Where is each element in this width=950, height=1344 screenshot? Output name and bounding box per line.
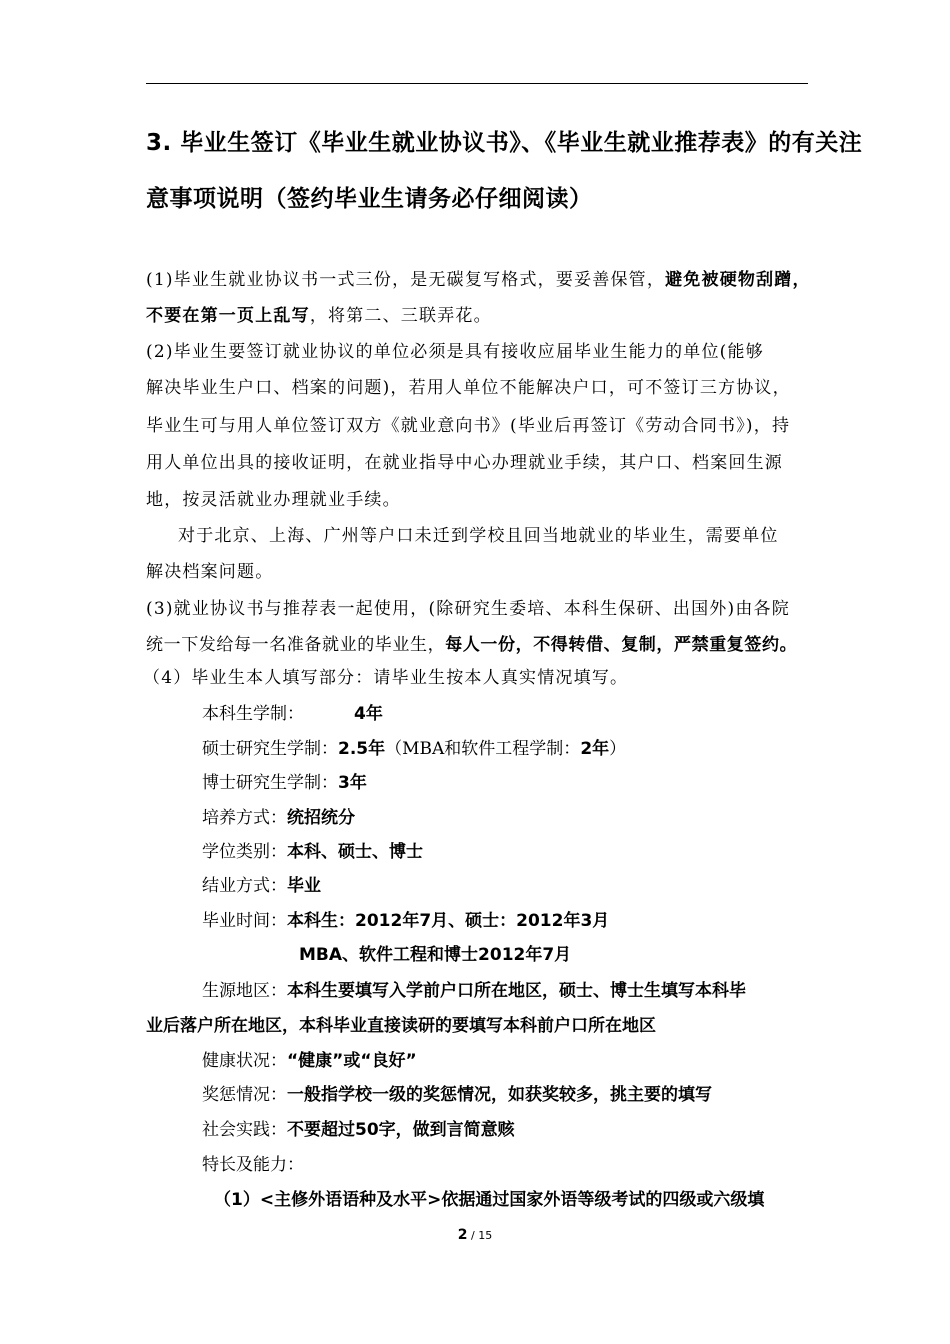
- paragraph-1-line-2: 不要在第一页上乱写，将第二、三联弄花。: [146, 306, 492, 326]
- paragraph-3-line-2: 解决档案问题。: [146, 562, 274, 582]
- section-heading-line-2: 意事项说明（签约毕业生请务必仔细阅读）: [146, 186, 593, 212]
- paragraph-4-line-1: (3)就业协议书与推荐表一起使用，(除研究生委培、本科生保研、出国外)由各院: [146, 599, 790, 619]
- field-skills: 特长及能力：: [202, 1155, 304, 1175]
- paragraph-2-line-4: 用人单位出具的接收证明，在就业指导中心办理就业手续，其户口、档案回生源: [146, 453, 783, 473]
- paragraph-2-line-1: (2)毕业生要签订就业协议的单位必须是具有接收应届毕业生能力的单位(能够: [146, 342, 764, 362]
- header-rule: [146, 83, 808, 84]
- field-undergrad-duration: 本科生学制： 4年: [202, 704, 383, 724]
- paragraph-2-line-2: 解决毕业生户口、档案的问题)，若用人单位不能解决户口，可不签订三方协议，: [146, 378, 791, 398]
- field-social-practice: 社会实践：不要超过50字，做到言简意赅: [202, 1120, 515, 1140]
- page-number: 2 / 15: [457, 1227, 493, 1243]
- paragraph-2-line-5: 地，按灵活就业办理就业手续。: [146, 490, 401, 510]
- field-phd-duration: 博士研究生学制：3年: [202, 773, 367, 793]
- field-origin-region-continued: 业后落户所在地区，本科毕业直接读研的要填写本科前户口所在地区: [146, 1016, 656, 1036]
- field-training-mode: 培养方式：统招统分: [202, 808, 355, 828]
- field-skills-item-1: （1）<主修外语语种及水平>依据通过国家外语等级考试的四级或六级填: [214, 1190, 765, 1210]
- paragraph-3-line-1: 对于北京、上海、广州等户口未迁到学校且回当地就业的毕业生，需要单位: [178, 526, 779, 546]
- field-graduation-time-continued: MBA、软件工程和博士2012年7月: [299, 945, 572, 965]
- field-health-status: 健康状况：“健康”或“良好”: [202, 1051, 417, 1071]
- paragraph-2-line-3: 毕业生可与用人单位签订双方《就业意向书》(毕业后再签订《劳动合同书》)，持: [146, 416, 791, 436]
- field-completion-mode: 结业方式：毕业: [202, 876, 321, 896]
- field-master-duration: 硕士研究生学制：2.5年（MBA和软件工程学制：2年）: [202, 739, 627, 759]
- emphasis: 不要在第一页上乱写: [146, 306, 310, 326]
- paragraph-1-line-1: (1)毕业生就业协议书一式三份，是无碳复写格式，要妥善保管，避免被硬物刮蹭，: [146, 270, 811, 290]
- field-origin-region: 生源地区：本科生要填写入学前户口所在地区，硕士、博士生填写本科毕: [202, 981, 746, 1001]
- section-heading-line-1: 3. 毕业生签订《毕业生就业协议书》、《毕业生就业推荐表》的有关注: [146, 130, 863, 156]
- emphasis: 每人一份，不得转借、复制，严禁重复签约。: [445, 635, 798, 655]
- field-awards: 奖惩情况：一般指学校一级的奖惩情况，如获奖较多，挑主要的填写: [202, 1085, 712, 1105]
- field-degree-type: 学位类别：本科、硕士、博士: [202, 842, 423, 862]
- paragraph-5-line-1: （4）毕业生本人填写部分：请毕业生按本人真实情况填写。: [143, 668, 629, 688]
- field-graduation-time: 毕业时间：本科生：2012年7月、硕士：2012年3月: [202, 911, 610, 931]
- paragraph-4-line-2: 统一下发给每一名准备就业的毕业生，每人一份，不得转借、复制，严禁重复签约。: [146, 635, 798, 655]
- emphasis: 避免被硬物刮蹭，: [665, 270, 811, 290]
